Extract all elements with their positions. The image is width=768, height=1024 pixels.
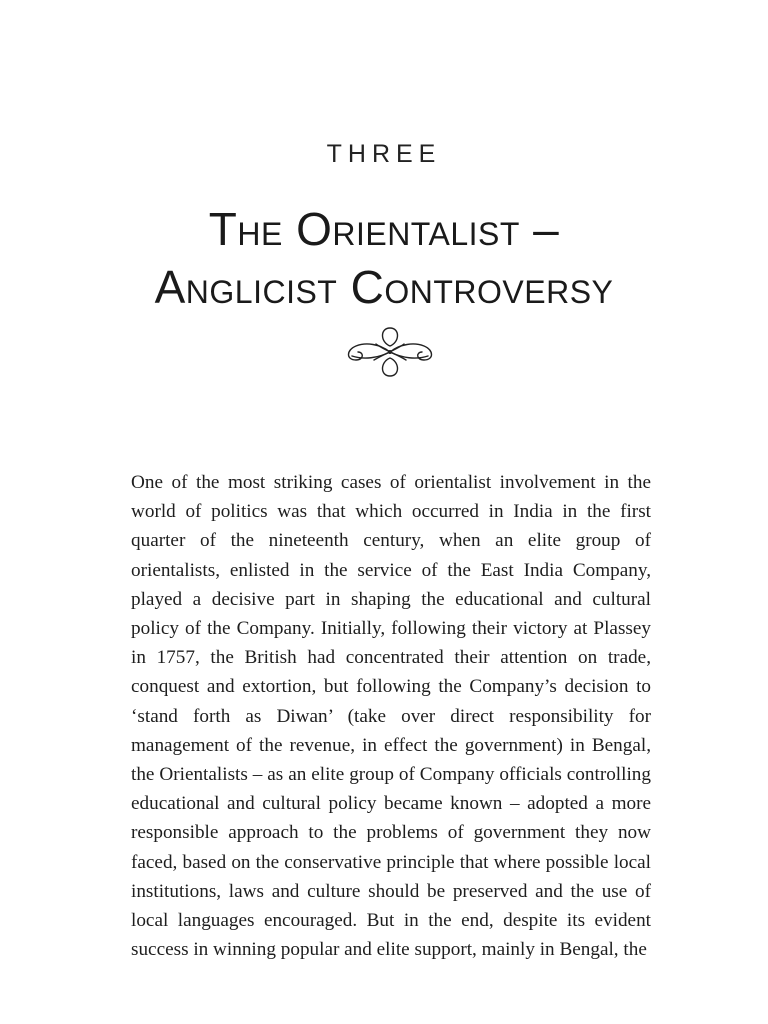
chapter-number: THREE	[326, 140, 442, 168]
chapter-title-line-2: Anglicist Controversy	[154, 261, 614, 313]
body-paragraph: One of the most striking cases of orientalist involvement in the world of politics was that which occurred in India in the first quarter of the nineteenth century, when an elite group of orientalists, enlisted in the service of the East India Company, played a decisive part in shaping the educational and cultural policy of the Company. Initially, following their victory at Plassey in 1757, the British had concentrated their attention on trade, conquest and extortion, but following the Company’s decision to ‘stand forth as Diwan’ (take over direct responsibility for management of the revenue, in effect the government) in Bengal, the Orientalists – as an elite group of Company officials controlling educational and cultural policy became known – adopted a more responsible approach to the problems of government they now faced, based on the conservative principle that where possible local institutions, laws and culture should be preserved and the use of local languages encouraged. But in the end, despite its evident success in winning popular and elite support, mainly in Bengal, the	[131, 472, 651, 961]
chapter-title-line-1: The Orientalist –	[208, 203, 560, 255]
chapter-title	[0, 200, 768, 316]
fleuron-ornament-icon	[340, 322, 440, 382]
